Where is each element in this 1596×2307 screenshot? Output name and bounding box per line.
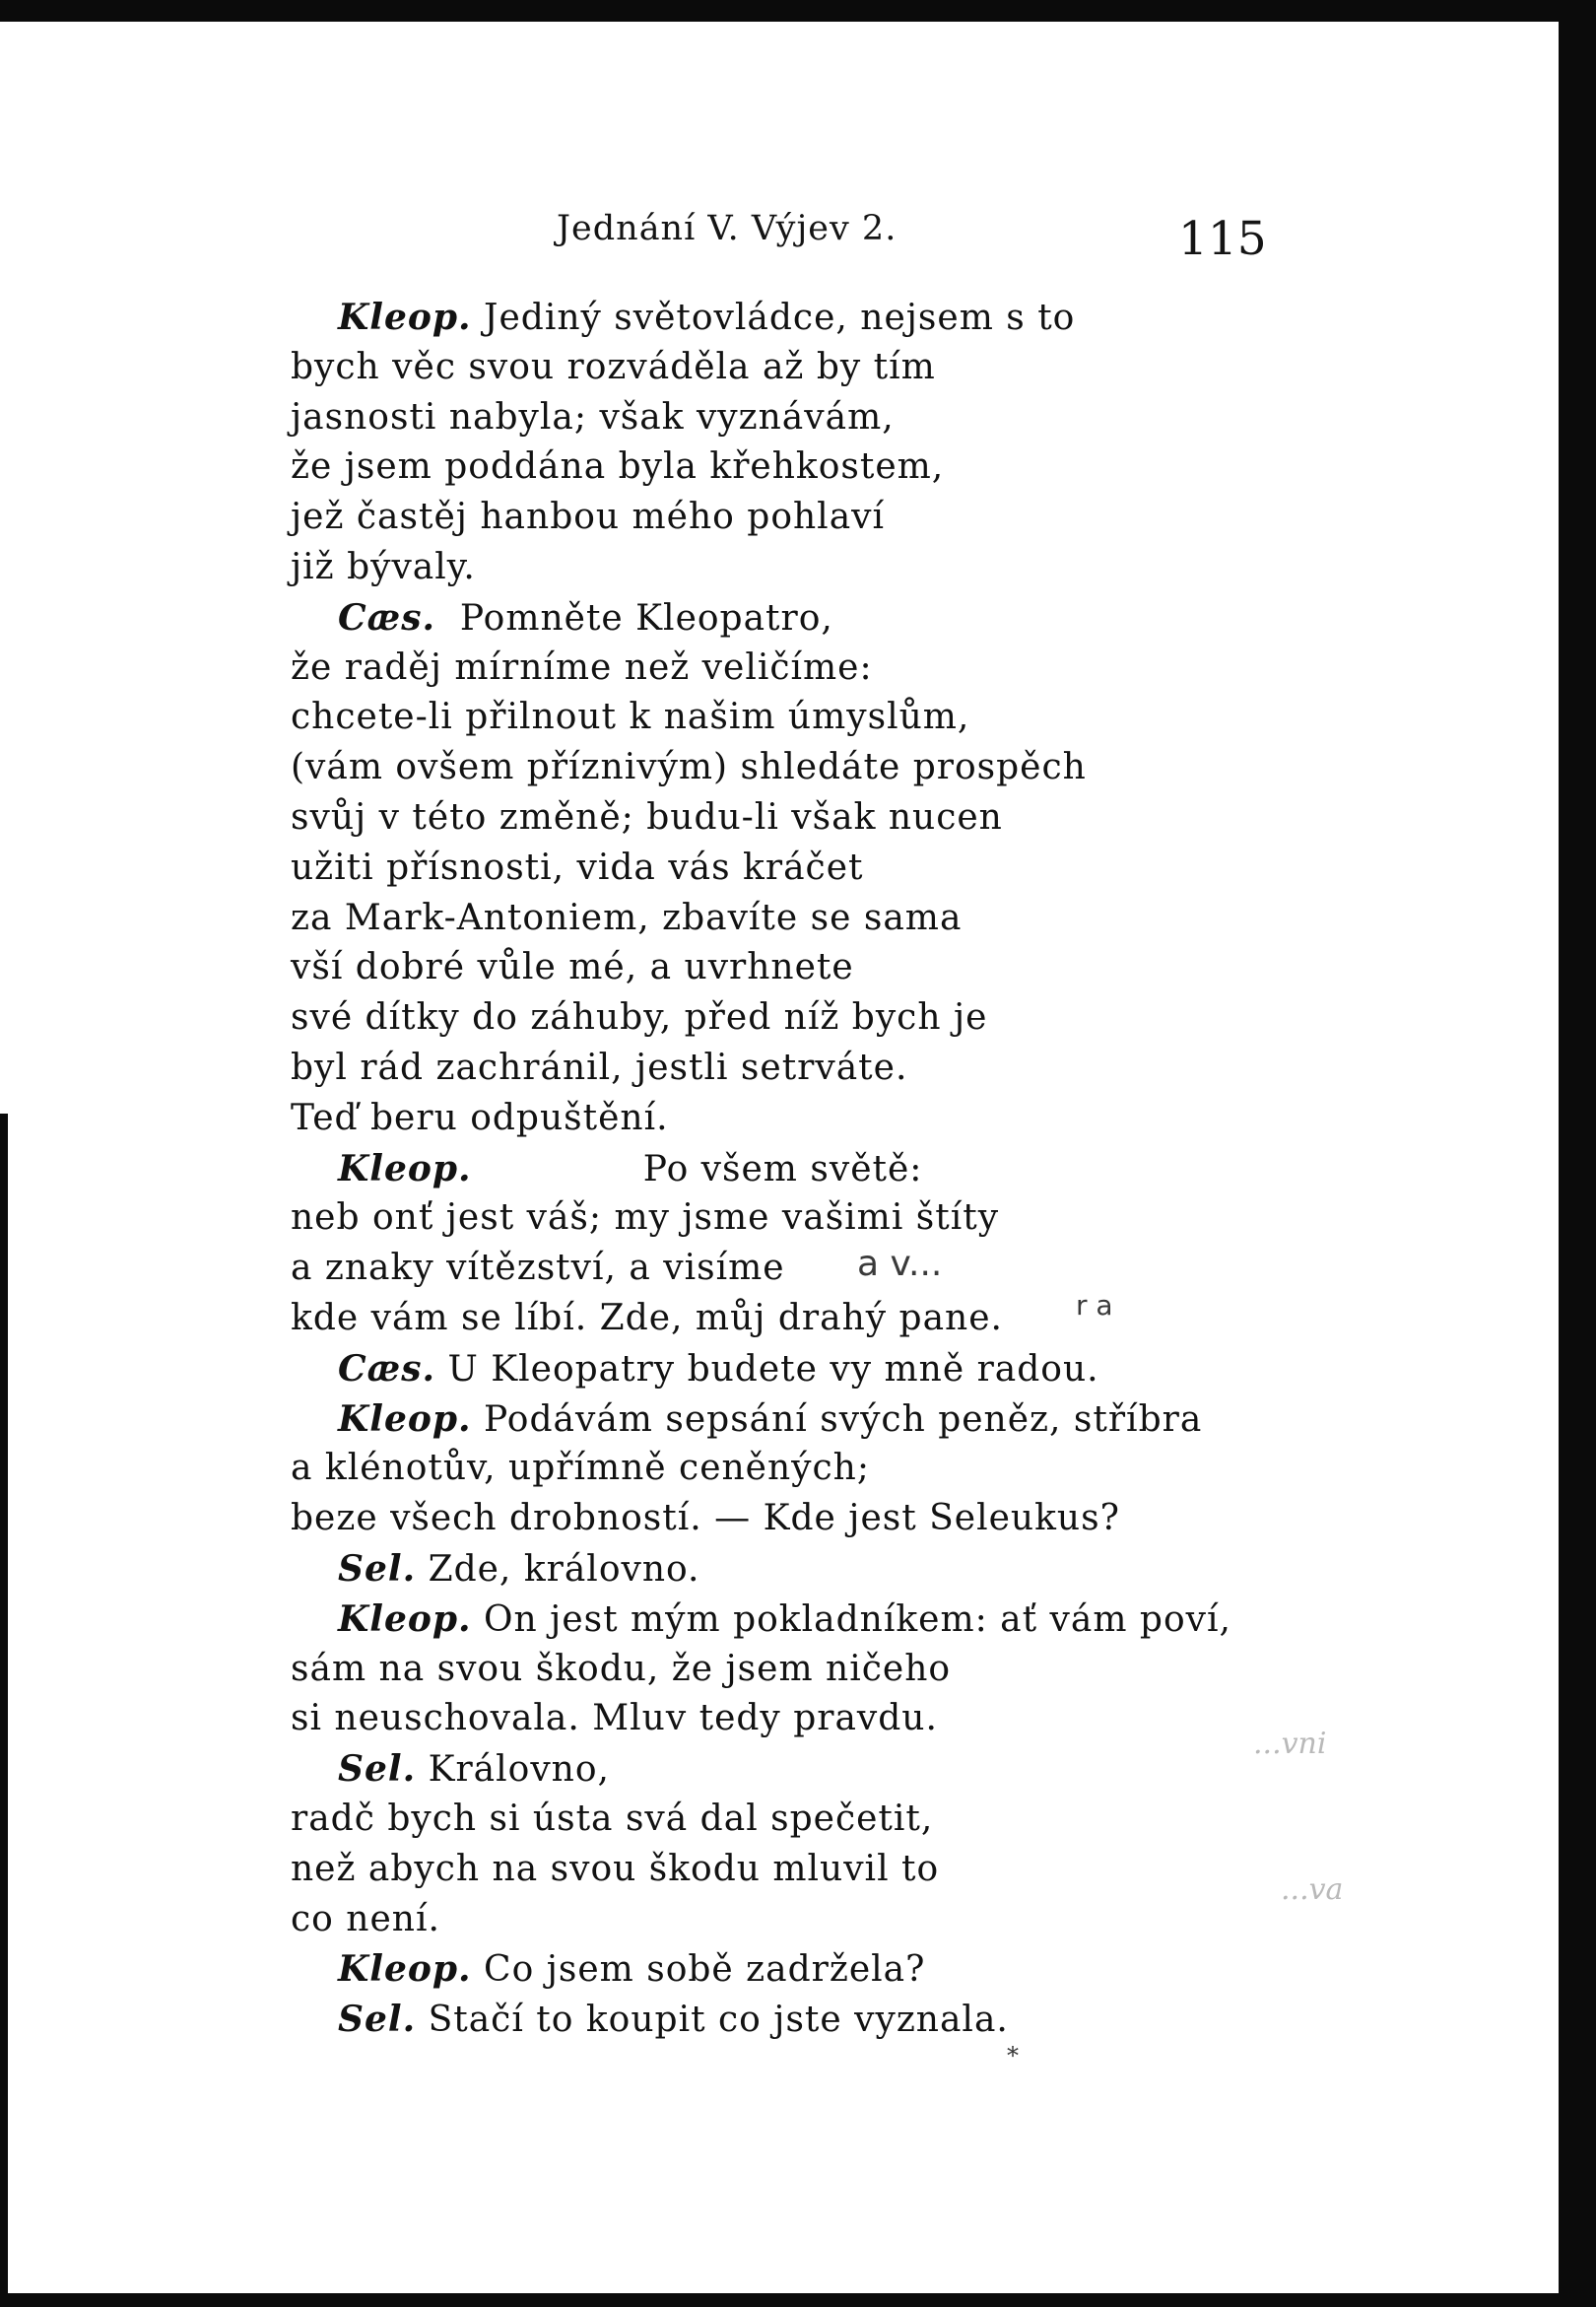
line-text: si neuschovala. Mluv tedy pravdu. xyxy=(291,1698,938,1739)
text-line xyxy=(291,1294,1286,1344)
line-text: byl rád zachránil, jestli setrváte. xyxy=(291,1047,908,1088)
scan-border-bottom xyxy=(0,2293,1596,2307)
text-line xyxy=(291,993,1286,1044)
line-text: sám na svou škodu, že jsem ničeho xyxy=(291,1648,952,1689)
line-text: (vám ovšem příznivým) shledáte prospěch xyxy=(291,747,1087,788)
text-line xyxy=(291,1645,1286,1695)
line-text: jasnosti nabyla; však vyznávám, xyxy=(291,396,895,438)
handwritten-note: a v... xyxy=(857,1244,943,1284)
text-line xyxy=(291,943,1286,993)
line-text: Podávám sepsání svých peněz, stříbra xyxy=(471,1398,1203,1440)
line-text: bych věc svou rozváděla až by tím xyxy=(291,346,936,387)
speaker-name: Sel. xyxy=(338,1999,417,2041)
line-text: již bývaly. xyxy=(291,546,476,587)
text-line xyxy=(291,1544,1286,1595)
text-line xyxy=(291,1444,1286,1494)
line-text: U Kleopatry budete vy mně radou. xyxy=(435,1348,1099,1390)
text-line xyxy=(291,343,1286,393)
text-line xyxy=(291,1494,1286,1544)
line-text: Co jsem sobě zadržela? xyxy=(471,1949,926,1991)
text-line xyxy=(291,1394,1286,1445)
speaker-name: Kleop. xyxy=(338,1147,472,1189)
speaker-name: Kleop. xyxy=(338,1597,472,1640)
line-text: Stačí to koupit co jste vyznala. xyxy=(416,2000,1009,2041)
text-line xyxy=(291,1995,1286,2045)
line-text: že raděj mírníme než veličíme: xyxy=(291,646,873,688)
line-text: užiti přísnosti, vida vás kráčet xyxy=(291,847,864,888)
page-number: 115 xyxy=(1178,212,1267,266)
dialogue-text xyxy=(291,293,1286,2045)
handwritten-note-2: r a xyxy=(1076,1289,1113,1322)
text-line xyxy=(291,1193,1286,1244)
running-head: Jednání V. Výjev 2. xyxy=(557,209,898,248)
text-line xyxy=(291,1845,1286,1895)
scan-border-right xyxy=(1559,0,1596,2307)
text-line xyxy=(291,1595,1286,1645)
text-line xyxy=(291,1244,1286,1294)
speaker-name: Sel. xyxy=(338,1547,417,1590)
line-text: Teď beru odpuštění. xyxy=(291,1097,669,1138)
speaker-name: Kleop. xyxy=(338,297,472,338)
text-line xyxy=(291,894,1286,944)
text-line xyxy=(291,293,1286,343)
line-text: Jediný světovládce, nejsem s to xyxy=(471,298,1076,338)
text-line xyxy=(291,743,1286,793)
line-text: že jsem poddána byla křehkostem, xyxy=(291,446,945,488)
line-text: chcete-li přilnout k našim úmyslům, xyxy=(291,697,970,738)
line-text: za Mark-Antoniem, zbavíte se sama xyxy=(291,897,963,938)
line-text: a klénotův, upřímně ceněných; xyxy=(291,1448,870,1489)
line-text: jež častěj hanbou mého pohlaví xyxy=(291,497,886,538)
text-line xyxy=(291,1795,1286,1845)
text-line xyxy=(291,693,1286,743)
line-text: radč bych si ústa svá dal spečetit, xyxy=(291,1798,934,1839)
speaker-name: Cæs. xyxy=(338,596,435,639)
line-text: své dítky do záhuby, před níž bych je xyxy=(291,997,988,1039)
text-line xyxy=(291,1094,1286,1144)
text-line xyxy=(291,493,1286,543)
text-line xyxy=(291,1694,1286,1744)
text-line xyxy=(291,543,1286,593)
line-text: Pomněte Kleopatro, xyxy=(435,597,833,639)
text-line xyxy=(291,1144,1286,1194)
line-text: neb onť jest váš; my jsme vašimi štíty xyxy=(291,1197,1000,1239)
line-text: Zde, královno. xyxy=(416,1548,700,1590)
text-line xyxy=(291,1895,1286,1945)
scan-border-left xyxy=(0,1114,8,2307)
line-text: On jest mým pokladníkem: ať vám poví, xyxy=(471,1598,1231,1640)
line-text: vší dobré vůle mé, a uvrhnete xyxy=(291,947,854,988)
line-text: Po všem světě: xyxy=(471,1148,923,1189)
speaker-name: Kleop. xyxy=(338,1397,472,1440)
showthrough-text-2: ...va xyxy=(1281,1872,1344,1907)
text-line xyxy=(291,1944,1286,1995)
line-text: než abych na svou škodu mluvil to xyxy=(291,1848,940,1889)
line-text: Královno, xyxy=(416,1749,610,1791)
text-line xyxy=(291,1044,1286,1094)
showthrough-text: ...vni xyxy=(1253,1727,1327,1761)
text-line xyxy=(291,1344,1286,1394)
text-line xyxy=(291,442,1286,493)
text-line xyxy=(291,393,1286,443)
text-line xyxy=(291,1744,1286,1795)
speaker-name: Sel. xyxy=(338,1748,417,1791)
line-text: beze všech drobností. — Kde jest Seleukus? xyxy=(291,1498,1120,1539)
speaker-name: Kleop. xyxy=(338,1948,472,1991)
line-text: svůj v této změně; budu-li však nucen xyxy=(291,796,1003,838)
catchword-mark: * xyxy=(1007,2042,1019,2070)
text-line xyxy=(291,793,1286,844)
text-line xyxy=(291,844,1286,894)
line-text: a znaky vítězství, a visíme xyxy=(291,1248,785,1289)
speaker-name: Cæs. xyxy=(338,1347,435,1390)
text-line xyxy=(291,644,1286,694)
text-line xyxy=(291,593,1286,644)
line-text: kde vám se líbí. Zde, můj drahý pane. xyxy=(291,1297,1003,1338)
line-text: co není. xyxy=(291,1898,440,1939)
